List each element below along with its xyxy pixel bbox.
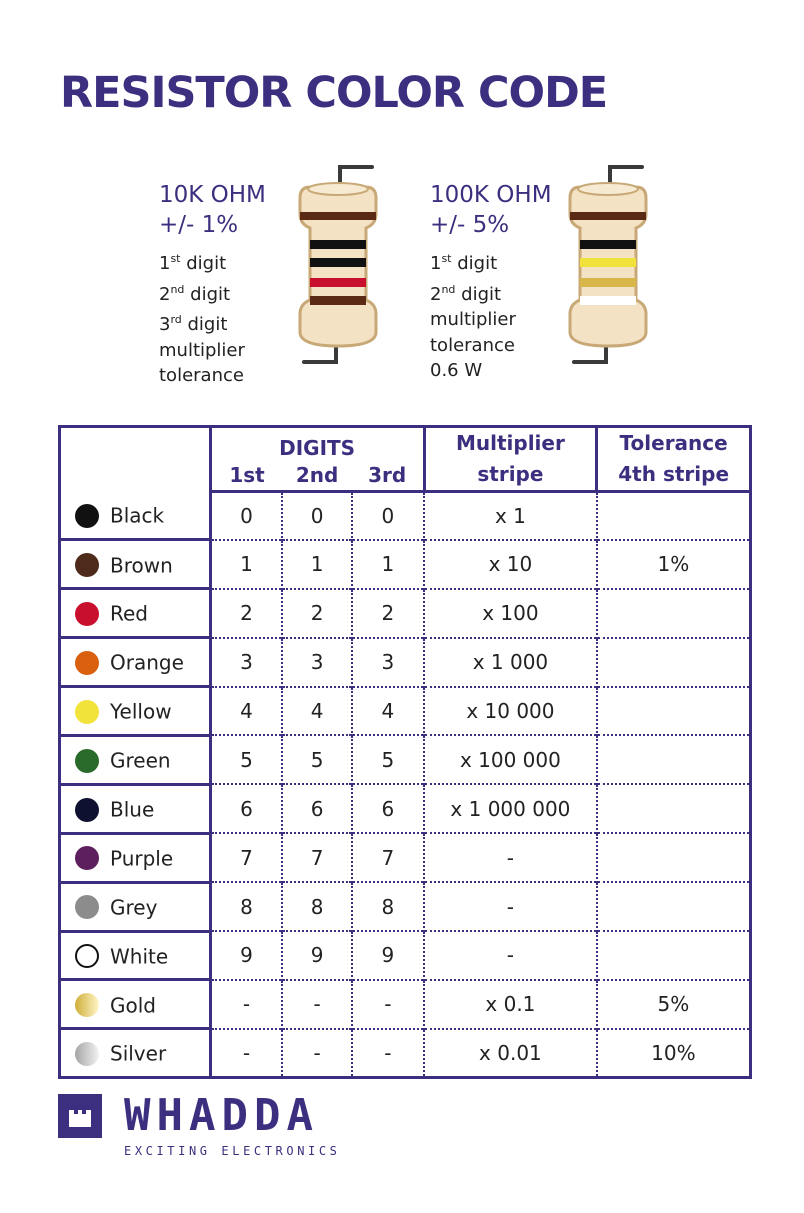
digit-1st-header: 1st [210,460,282,492]
digit-3rd-cell: 9 [352,931,424,980]
band-legend-line: tolerance [430,334,515,356]
example-tolerance: +/- 1% [159,212,239,238]
tolerance-cell [597,492,751,540]
tolerance-cell [597,784,751,833]
castle-logo-icon [58,1094,102,1138]
example-band-legend [430,246,552,384]
color-swatch-icon [75,749,99,773]
color-swatch-icon [75,504,99,528]
page-title: RESISTOR COLOR CODE [60,68,608,118]
multiplier-cell: x 1 000 [424,638,597,687]
resistor-band [580,258,636,267]
digit-2nd-cell: 0 [282,492,351,540]
table-row [60,931,751,980]
digit-3rd-cell: 8 [352,882,424,931]
example-value: 100K OHM [430,182,552,208]
band-legend-line: 2nd digit [430,282,502,305]
color-swatch-icon [75,993,99,1017]
brand-name: WHADDA [124,1090,319,1141]
band-legend-line: multiplier [159,339,245,361]
band-legend-line: tolerance [159,365,244,386]
multiplier-cell: x 100 [424,589,597,638]
multiplier-cell: x 0.1 [424,980,597,1029]
digit-1st-cell: 7 [210,833,282,882]
table-row [60,589,751,638]
digit-3rd-cell: 6 [352,784,424,833]
digit-1st-cell: 4 [210,687,282,736]
table-row [60,540,751,589]
band-legend-line: 2nd digit [159,282,231,305]
example-value: 10K OHM [159,182,266,208]
multiplier-header: Multiplier stripe [424,427,597,492]
tolerance-cell [597,589,751,638]
color-code-table [58,425,752,1079]
color-swatch-icon [75,798,99,822]
multiplier-cell: x 0.01 [424,1029,597,1078]
table-row [60,784,751,833]
example-100k [430,180,552,384]
color-name-cell: Gold [60,980,211,1029]
color-swatch-icon [75,1042,99,1066]
band-legend-line: 1st digit [430,252,498,274]
color-swatch-icon [75,651,99,675]
digit-1st-cell: 0 [210,492,282,540]
color-name-cell: Blue [60,784,211,833]
resistor-band [300,212,376,220]
digit-3rd-cell: 4 [352,687,424,736]
digit-2nd-cell: 8 [282,882,351,931]
tolerance-cell [597,638,751,687]
digit-1st-cell: 2 [210,589,282,638]
example-10k [159,180,266,389]
band-legend-line: 3rd digit [159,313,228,335]
color-swatch-icon [75,895,99,919]
resistor-band [580,278,636,287]
color-swatch-icon [75,553,99,577]
resistor-band [580,240,636,249]
multiplier-cell: x 1 000 000 [424,784,597,833]
digit-2nd-cell: - [282,980,351,1029]
multiplier-cell: x 100 000 [424,735,597,784]
color-rows [60,492,751,1078]
tolerance-cell: 10% [597,1029,751,1078]
multiplier-cell: - [424,931,597,980]
color-swatch-icon [75,846,99,870]
digit-3rd-cell: 3 [352,638,424,687]
table-row [60,980,751,1029]
resistor-band [570,212,646,220]
multiplier-cell: - [424,833,597,882]
table-row [60,882,751,931]
digit-2nd-cell: 5 [282,735,351,784]
digit-3rd-cell: 1 [352,540,424,589]
resistor-100k-icon [566,162,650,368]
digit-3rd-cell: 2 [352,589,424,638]
digit-1st-cell: 5 [210,735,282,784]
resistor-band [310,240,366,249]
tolerance-cell [597,833,751,882]
tolerance-cell: 5% [597,980,751,1029]
table-row [60,1029,751,1078]
band-legend-line: multiplier [430,309,516,330]
color-swatch-icon [75,602,99,626]
color-name-cell: Purple [60,833,211,882]
digit-3rd-cell: 7 [352,833,424,882]
resistor-band [580,296,636,305]
tolerance-cell [597,931,751,980]
color-name-cell: Yellow [60,687,211,736]
band-legend-line: 1st digit [159,252,227,274]
header-corner [60,427,211,492]
digit-3rd-cell: 0 [352,492,424,540]
resistor-band [310,258,366,267]
digit-1st-cell: 9 [210,931,282,980]
digit-1st-cell: 3 [210,638,282,687]
digit-2nd-cell: 6 [282,784,351,833]
color-name-cell: Black [60,492,211,540]
tolerance-cell [597,687,751,736]
digit-3rd-cell: - [352,980,424,1029]
table-row [60,492,751,540]
digit-3rd-header: 3rd [352,460,424,492]
tolerance-header: Tolerance 4th stripe [597,427,751,492]
digit-3rd-cell: 5 [352,735,424,784]
digit-1st-cell: 6 [210,784,282,833]
tolerance-cell [597,882,751,931]
digits-header: DIGITS [279,436,356,460]
color-name-cell: Orange [60,638,211,687]
color-name-cell: Silver [60,1029,211,1078]
color-name-cell: Green [60,735,211,784]
color-name-cell: Brown [60,540,211,589]
color-name-cell: Grey [60,882,211,931]
example-tolerance: +/- 5% [430,212,510,238]
digit-2nd-cell: 1 [282,540,351,589]
multiplier-cell: - [424,882,597,931]
resistor-band [310,296,366,305]
multiplier-cell: x 10 [424,540,597,589]
color-name-cell: White [60,931,211,980]
color-swatch-icon [75,700,99,724]
tolerance-cell [597,735,751,784]
table-row [60,735,751,784]
brand-tagline: EXCITING ELECTRONICS [124,1144,341,1158]
multiplier-cell: x 1 [424,492,597,540]
digit-2nd-cell: 9 [282,931,351,980]
table-row [60,833,751,882]
tolerance-cell: 1% [597,540,751,589]
digit-2nd-header: 2nd [282,460,351,492]
digit-2nd-cell: - [282,1029,351,1078]
digit-1st-cell: - [210,1029,282,1078]
digit-3rd-cell: - [352,1029,424,1078]
color-swatch-icon [75,944,99,968]
table-row [60,638,751,687]
digit-2nd-cell: 4 [282,687,351,736]
multiplier-cell: x 10 000 [424,687,597,736]
band-legend-line: 0.6 W [430,360,483,381]
digit-2nd-cell: 3 [282,638,351,687]
table-row [60,687,751,736]
example-band-legend [159,246,266,389]
digit-2nd-cell: 2 [282,589,351,638]
digit-2nd-cell: 7 [282,833,351,882]
digit-1st-cell: 8 [210,882,282,931]
digit-1st-cell: - [210,980,282,1029]
color-name-cell: Red [60,589,211,638]
digit-1st-cell: 1 [210,540,282,589]
resistor-10k-icon [296,162,380,368]
resistor-band [310,278,366,287]
